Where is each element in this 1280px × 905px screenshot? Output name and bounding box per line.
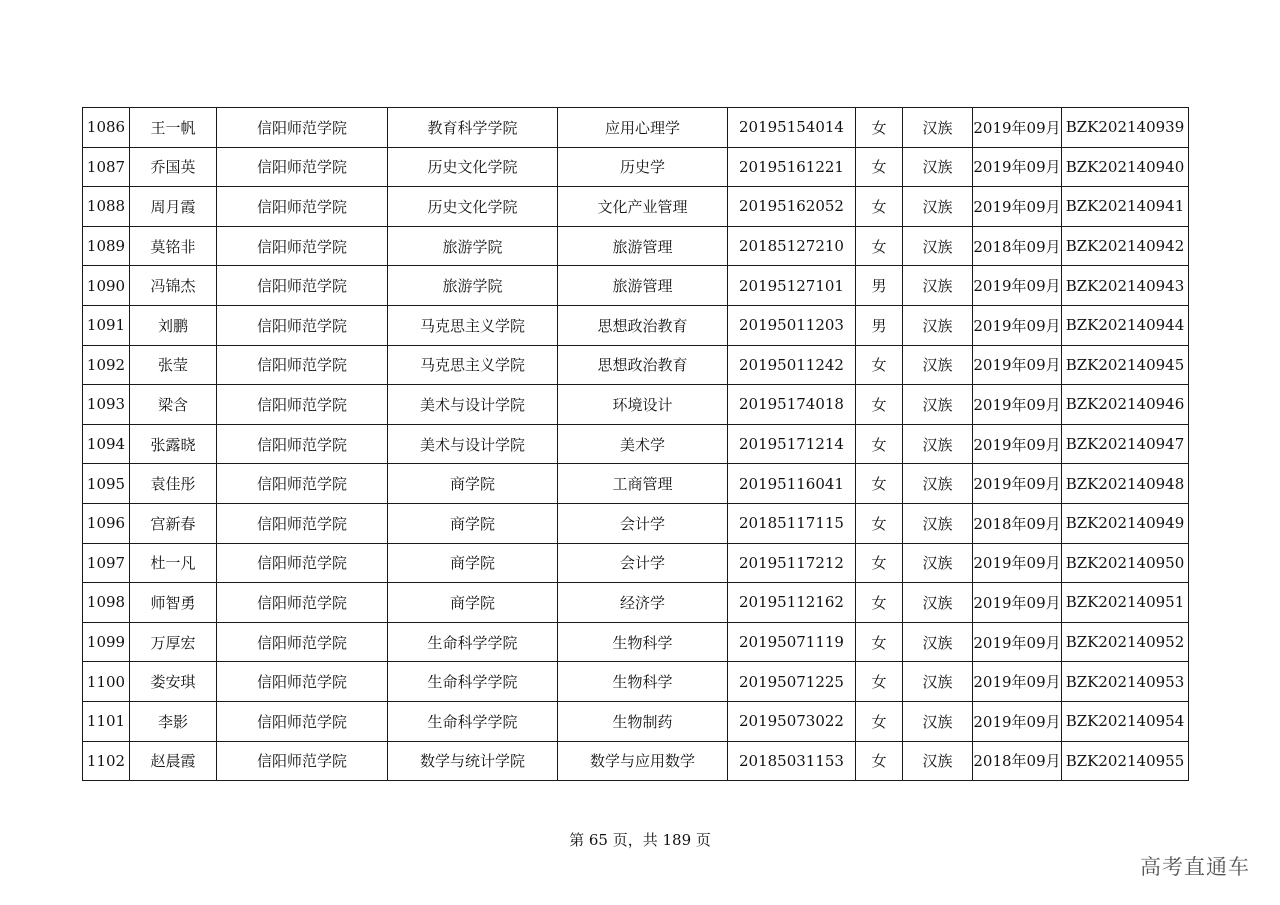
cell-major-name: 会计学 <box>558 503 728 543</box>
cell-school-name: 信阳师范学院 <box>217 583 388 623</box>
cell-enrollment-date: 2018年09月 <box>973 226 1062 266</box>
table-row <box>83 622 1189 662</box>
cell-school-name: 信阳师范学院 <box>217 187 388 227</box>
cell-major-name: 工商管理 <box>558 464 728 504</box>
cell-row-number: 1091 <box>83 305 130 345</box>
table-row <box>83 266 1189 306</box>
table-row <box>83 464 1189 504</box>
cell-major-name: 旅游管理 <box>558 226 728 266</box>
cell-certificate-number: BZK202140946 <box>1062 385 1189 425</box>
cell-ethnicity: 汉族 <box>903 266 973 306</box>
cell-ethnicity: 汉族 <box>903 385 973 425</box>
cell-student-id: 20195154014 <box>728 108 856 148</box>
cell-school-name: 信阳师范学院 <box>217 305 388 345</box>
cell-student-name: 万厚宏 <box>130 622 217 662</box>
cell-college-name: 教育科学学院 <box>388 108 558 148</box>
cell-student-name: 冯锦杰 <box>130 266 217 306</box>
cell-ethnicity: 汉族 <box>903 543 973 583</box>
cell-student-id: 20185127210 <box>728 226 856 266</box>
cell-enrollment-date: 2019年09月 <box>973 345 1062 385</box>
cell-gender: 女 <box>856 187 903 227</box>
cell-student-id: 20195071119 <box>728 622 856 662</box>
cell-ethnicity: 汉族 <box>903 741 973 781</box>
table-row <box>83 147 1189 187</box>
cell-college-name: 旅游学院 <box>388 226 558 266</box>
cell-certificate-number: BZK202140943 <box>1062 266 1189 306</box>
cell-enrollment-date: 2019年09月 <box>973 662 1062 702</box>
cell-ethnicity: 汉族 <box>903 701 973 741</box>
cell-college-name: 商学院 <box>388 583 558 623</box>
watermark: 高考直通车 <box>1140 855 1250 879</box>
cell-school-name: 信阳师范学院 <box>217 622 388 662</box>
cell-ethnicity: 汉族 <box>903 147 973 187</box>
cell-major-name: 应用心理学 <box>558 108 728 148</box>
cell-student-id: 20195127101 <box>728 266 856 306</box>
cell-enrollment-date: 2019年09月 <box>973 701 1062 741</box>
cell-ethnicity: 汉族 <box>903 226 973 266</box>
cell-student-id: 20195117212 <box>728 543 856 583</box>
cell-major-name: 思想政治教育 <box>558 305 728 345</box>
cell-certificate-number: BZK202140942 <box>1062 226 1189 266</box>
cell-row-number: 1100 <box>83 662 130 702</box>
cell-student-name: 赵晨霞 <box>130 741 217 781</box>
student-record-table <box>82 107 1189 781</box>
cell-student-name: 梁含 <box>130 385 217 425</box>
table-row <box>83 701 1189 741</box>
cell-enrollment-date: 2019年09月 <box>973 305 1062 345</box>
cell-enrollment-date: 2019年09月 <box>973 622 1062 662</box>
cell-ethnicity: 汉族 <box>903 424 973 464</box>
cell-school-name: 信阳师范学院 <box>217 424 388 464</box>
cell-row-number: 1101 <box>83 701 130 741</box>
cell-student-id: 20195116041 <box>728 464 856 504</box>
cell-gender: 女 <box>856 226 903 266</box>
cell-certificate-number: BZK202140953 <box>1062 662 1189 702</box>
cell-certificate-number: BZK202140950 <box>1062 543 1189 583</box>
cell-enrollment-date: 2019年09月 <box>973 266 1062 306</box>
cell-major-name: 经济学 <box>558 583 728 623</box>
cell-school-name: 信阳师范学院 <box>217 147 388 187</box>
cell-gender: 女 <box>856 662 903 702</box>
table-body <box>83 108 1189 781</box>
cell-college-name: 生命科学学院 <box>388 622 558 662</box>
cell-certificate-number: BZK202140941 <box>1062 187 1189 227</box>
table-row <box>83 662 1189 702</box>
cell-ethnicity: 汉族 <box>903 187 973 227</box>
cell-certificate-number: BZK202140951 <box>1062 583 1189 623</box>
table-row <box>83 305 1189 345</box>
cell-school-name: 信阳师范学院 <box>217 226 388 266</box>
cell-enrollment-date: 2019年09月 <box>973 385 1062 425</box>
table-row <box>83 187 1189 227</box>
cell-major-name: 会计学 <box>558 543 728 583</box>
cell-student-id: 20195011242 <box>728 345 856 385</box>
cell-ethnicity: 汉族 <box>903 583 973 623</box>
table-row <box>83 385 1189 425</box>
cell-enrollment-date: 2019年09月 <box>973 147 1062 187</box>
cell-major-name: 数学与应用数学 <box>558 741 728 781</box>
cell-student-id: 20195161221 <box>728 147 856 187</box>
cell-ethnicity: 汉族 <box>903 622 973 662</box>
cell-gender: 女 <box>856 622 903 662</box>
cell-enrollment-date: 2019年09月 <box>973 108 1062 148</box>
cell-school-name: 信阳师范学院 <box>217 741 388 781</box>
cell-row-number: 1093 <box>83 385 130 425</box>
cell-row-number: 1096 <box>83 503 130 543</box>
cell-row-number: 1087 <box>83 147 130 187</box>
cell-row-number: 1095 <box>83 464 130 504</box>
cell-certificate-number: BZK202140939 <box>1062 108 1189 148</box>
cell-major-name: 生物科学 <box>558 662 728 702</box>
cell-school-name: 信阳师范学院 <box>217 108 388 148</box>
cell-student-name: 师智勇 <box>130 583 217 623</box>
cell-college-name: 商学院 <box>388 543 558 583</box>
table-row <box>83 226 1189 266</box>
cell-school-name: 信阳师范学院 <box>217 345 388 385</box>
cell-student-name: 莫铭非 <box>130 226 217 266</box>
table-row <box>83 424 1189 464</box>
cell-row-number: 1099 <box>83 622 130 662</box>
cell-student-name: 杜一凡 <box>130 543 217 583</box>
cell-college-name: 生命科学学院 <box>388 701 558 741</box>
cell-student-name: 乔国英 <box>130 147 217 187</box>
cell-college-name: 马克思主义学院 <box>388 305 558 345</box>
cell-ethnicity: 汉族 <box>903 662 973 702</box>
cell-enrollment-date: 2019年09月 <box>973 464 1062 504</box>
cell-college-name: 历史文化学院 <box>388 187 558 227</box>
cell-college-name: 商学院 <box>388 503 558 543</box>
cell-gender: 女 <box>856 464 903 504</box>
cell-ethnicity: 汉族 <box>903 503 973 543</box>
cell-row-number: 1098 <box>83 583 130 623</box>
cell-gender: 女 <box>856 108 903 148</box>
cell-college-name: 美术与设计学院 <box>388 385 558 425</box>
cell-certificate-number: BZK202140949 <box>1062 503 1189 543</box>
page-indicator: 第 65 页，共 189 页 <box>569 831 711 849</box>
cell-student-id: 20195171214 <box>728 424 856 464</box>
cell-student-name: 娄安琪 <box>130 662 217 702</box>
cell-student-id: 20185117115 <box>728 503 856 543</box>
cell-enrollment-date: 2018年09月 <box>973 741 1062 781</box>
cell-student-name: 张露晓 <box>130 424 217 464</box>
cell-row-number: 1102 <box>83 741 130 781</box>
cell-student-id: 20195071225 <box>728 662 856 702</box>
cell-ethnicity: 汉族 <box>903 345 973 385</box>
cell-major-name: 生物制药 <box>558 701 728 741</box>
cell-student-id: 20195011203 <box>728 305 856 345</box>
cell-student-name: 王一帆 <box>130 108 217 148</box>
cell-student-name: 袁佳彤 <box>130 464 217 504</box>
cell-enrollment-date: 2019年09月 <box>973 583 1062 623</box>
cell-row-number: 1086 <box>83 108 130 148</box>
cell-major-name: 历史学 <box>558 147 728 187</box>
cell-certificate-number: BZK202140954 <box>1062 701 1189 741</box>
cell-row-number: 1097 <box>83 543 130 583</box>
cell-college-name: 马克思主义学院 <box>388 345 558 385</box>
cell-student-id: 20195073022 <box>728 701 856 741</box>
cell-student-id: 20195174018 <box>728 385 856 425</box>
cell-enrollment-date: 2019年09月 <box>973 543 1062 583</box>
cell-certificate-number: BZK202140948 <box>1062 464 1189 504</box>
cell-student-name: 刘鹏 <box>130 305 217 345</box>
cell-school-name: 信阳师范学院 <box>217 662 388 702</box>
cell-gender: 女 <box>856 583 903 623</box>
table-row <box>83 543 1189 583</box>
cell-ethnicity: 汉族 <box>903 305 973 345</box>
cell-student-id: 20185031153 <box>728 741 856 781</box>
cell-gender: 女 <box>856 345 903 385</box>
cell-student-name: 宫新春 <box>130 503 217 543</box>
cell-major-name: 环境设计 <box>558 385 728 425</box>
cell-row-number: 1092 <box>83 345 130 385</box>
cell-gender: 女 <box>856 385 903 425</box>
cell-gender: 男 <box>856 266 903 306</box>
cell-student-name: 周月霞 <box>130 187 217 227</box>
table-row <box>83 741 1189 781</box>
cell-gender: 男 <box>856 305 903 345</box>
cell-gender: 女 <box>856 543 903 583</box>
cell-college-name: 生命科学学院 <box>388 662 558 702</box>
cell-school-name: 信阳师范学院 <box>217 266 388 306</box>
cell-school-name: 信阳师范学院 <box>217 464 388 504</box>
cell-gender: 女 <box>856 424 903 464</box>
table-row <box>83 108 1189 148</box>
cell-major-name: 生物科学 <box>558 622 728 662</box>
cell-certificate-number: BZK202140947 <box>1062 424 1189 464</box>
cell-certificate-number: BZK202140955 <box>1062 741 1189 781</box>
cell-student-id: 20195162052 <box>728 187 856 227</box>
cell-major-name: 美术学 <box>558 424 728 464</box>
cell-school-name: 信阳师范学院 <box>217 385 388 425</box>
cell-certificate-number: BZK202140940 <box>1062 147 1189 187</box>
cell-major-name: 旅游管理 <box>558 266 728 306</box>
cell-certificate-number: BZK202140945 <box>1062 345 1189 385</box>
cell-certificate-number: BZK202140952 <box>1062 622 1189 662</box>
cell-ethnicity: 汉族 <box>903 464 973 504</box>
cell-row-number: 1094 <box>83 424 130 464</box>
cell-major-name: 思想政治教育 <box>558 345 728 385</box>
cell-student-name: 李影 <box>130 701 217 741</box>
cell-gender: 女 <box>856 741 903 781</box>
cell-school-name: 信阳师范学院 <box>217 701 388 741</box>
cell-gender: 女 <box>856 503 903 543</box>
cell-enrollment-date: 2019年09月 <box>973 187 1062 227</box>
cell-student-name: 张莹 <box>130 345 217 385</box>
cell-gender: 女 <box>856 701 903 741</box>
cell-certificate-number: BZK202140944 <box>1062 305 1189 345</box>
cell-row-number: 1088 <box>83 187 130 227</box>
table-row <box>83 583 1189 623</box>
cell-enrollment-date: 2019年09月 <box>973 424 1062 464</box>
cell-gender: 女 <box>856 147 903 187</box>
cell-college-name: 商学院 <box>388 464 558 504</box>
cell-row-number: 1089 <box>83 226 130 266</box>
cell-enrollment-date: 2018年09月 <box>973 503 1062 543</box>
cell-college-name: 历史文化学院 <box>388 147 558 187</box>
cell-ethnicity: 汉族 <box>903 108 973 148</box>
cell-student-id: 20195112162 <box>728 583 856 623</box>
cell-college-name: 数学与统计学院 <box>388 741 558 781</box>
cell-school-name: 信阳师范学院 <box>217 543 388 583</box>
cell-row-number: 1090 <box>83 266 130 306</box>
cell-college-name: 旅游学院 <box>388 266 558 306</box>
cell-major-name: 文化产业管理 <box>558 187 728 227</box>
table-row <box>83 503 1189 543</box>
cell-school-name: 信阳师范学院 <box>217 503 388 543</box>
cell-college-name: 美术与设计学院 <box>388 424 558 464</box>
table-row <box>83 345 1189 385</box>
